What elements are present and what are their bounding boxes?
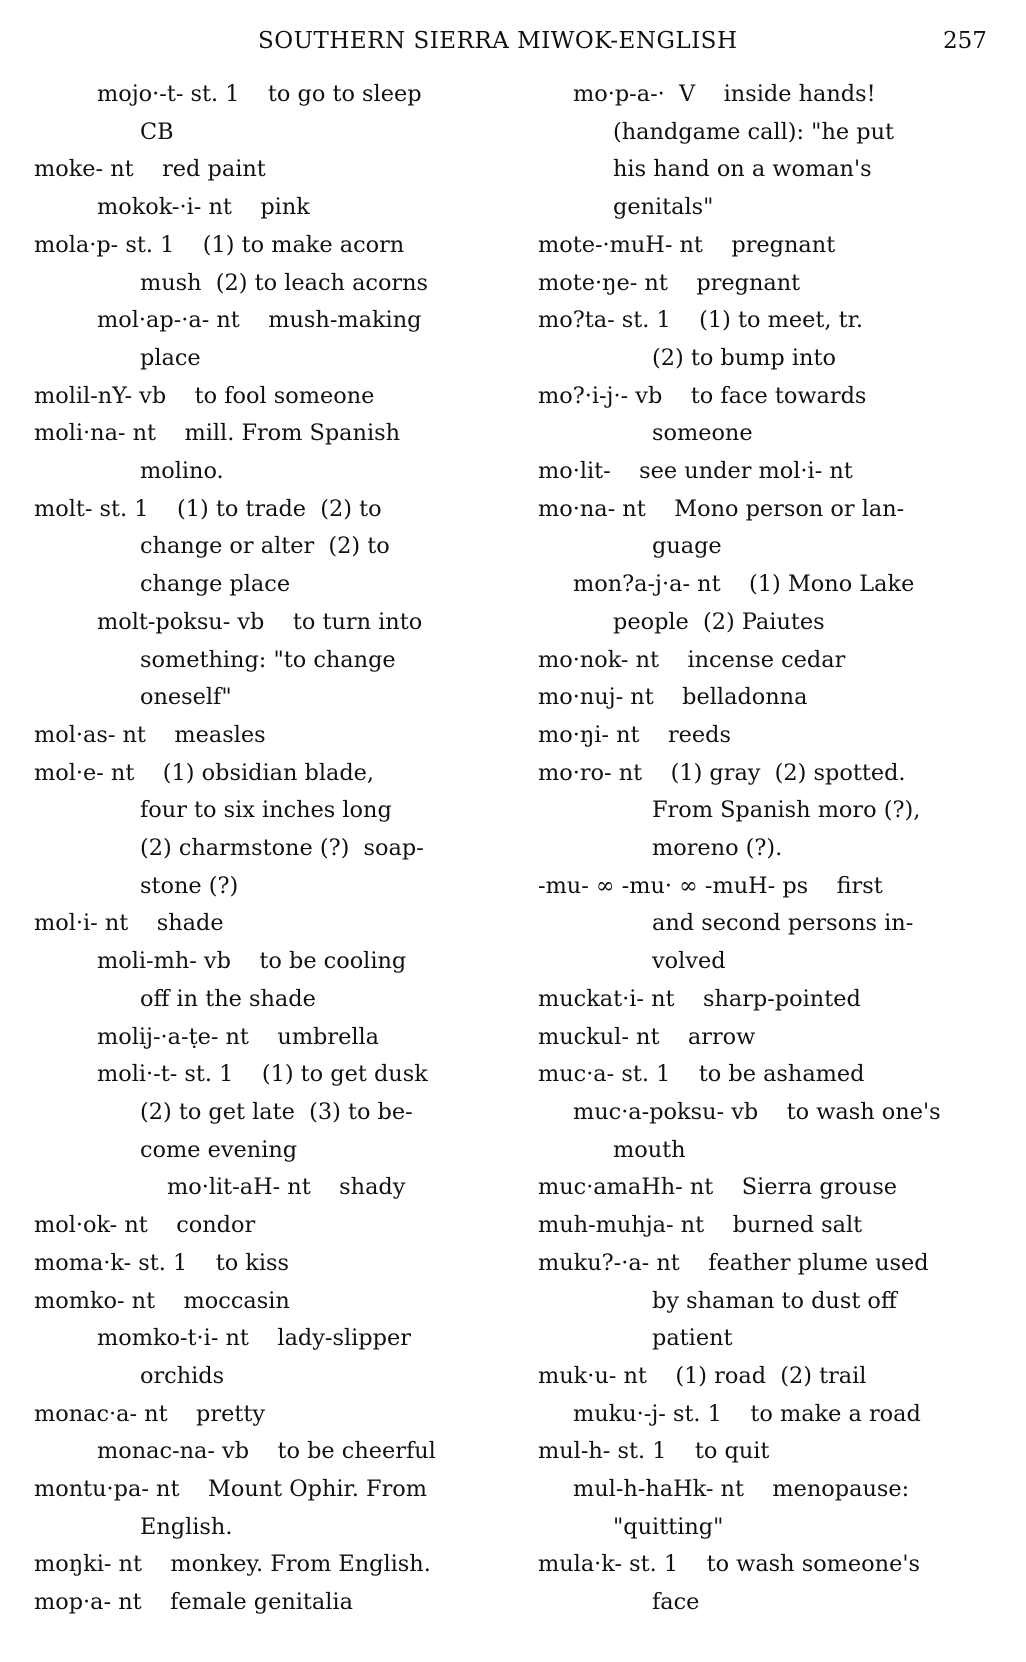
entry-headline: mo?ta- st. 1 (1) to meet, tr. [538,307,863,334]
dictionary-entry [34,943,502,1018]
entry-continuation: genitals" [613,194,714,221]
dictionary-entry [538,1546,1008,1621]
entry-continuation: his hand on a woman's [613,156,872,183]
dictionary-entry [538,453,1008,491]
dictionary-entry [538,1169,1008,1207]
dictionary-entry [34,151,502,189]
page-number: 257 [943,28,987,54]
entry-headline: molil-nY- vb to fool someone [34,382,375,409]
entry-headline: molt-poksu- vb to turn into [97,608,423,635]
entry-continuation: orchids [140,1362,225,1389]
entry-headline: mop·a- nt female genitalia [34,1589,353,1616]
left-column [34,76,502,1622]
dictionary-entry [34,378,502,416]
entry-headline: muckul- nt arrow [538,1023,756,1050]
dictionary-entry [538,265,1008,303]
dictionary-entry [34,227,502,302]
entry-headline: muc·a- st. 1 to be ashamed [538,1061,865,1088]
entry-continuation: English. [140,1513,233,1540]
entry-headline: mul-h-haHk- nt menopause: [573,1476,910,1503]
entry-headline: moke- nt red paint [34,156,266,183]
entry-headline: muku?-·a- nt feather plume used [538,1249,929,1276]
entry-headline: mo·nuj- nt belladonna [538,684,808,711]
entry-headline: muku·-j- st. 1 to make a road [573,1400,921,1427]
entry-headline: mote-·muH- nt pregnant [538,231,836,258]
entry-headline: moli-mh- vb to be cooling [97,948,407,975]
dictionary-entry [538,1396,1008,1434]
dictionary-entry [34,1245,502,1283]
entry-continuation: guage [652,533,722,560]
entry-continuation: oneself" [140,684,232,711]
entry-headline: muh-muhja- nt burned salt [538,1212,863,1239]
entry-headline: mula·k- st. 1 to wash someone's [538,1551,920,1578]
dictionary-entry [34,1546,502,1584]
entry-continuation: someone [652,420,753,447]
entry-headline: mo·ro- nt (1) gray (2) spotted. [538,759,906,786]
entry-continuation: (2) charmstone (?) soap- [140,835,424,862]
entry-headline: mo·nok- nt incense cedar [538,646,846,673]
entry-headline: mo·p-a-· V inside hands! [573,81,876,107]
entry-headline: mo?·i-j·- vb to face towards [538,382,867,409]
entry-continuation: come evening [140,1136,298,1163]
dictionary-entry [34,1169,502,1207]
entry-continuation: people (2) Paiutes [613,608,825,635]
dictionary-entry [538,1094,1008,1169]
dictionary-entry [34,755,502,906]
entry-headline: molij-·a-ṭe- nt umbrella [97,1023,380,1050]
dictionary-entry [538,1358,1008,1396]
dictionary-entry [538,1433,1008,1471]
entry-headline: mo·ŋi- nt reeds [538,721,732,748]
dictionary-entry [34,415,502,490]
dictionary-entry [538,981,1008,1019]
entry-headline: muckat·i- nt sharp-pointed [538,985,861,1012]
entry-continuation: moreno (?). [652,835,783,862]
entry-headline: mol·as- nt measles [34,721,266,748]
entry-headline: mokok-·i- nt pink [97,194,310,221]
entry-continuation: face [652,1589,700,1616]
entry-headline: muc·amaHh- nt Sierra grouse [538,1174,898,1201]
dictionary-entry [538,679,1008,717]
entry-headline: -mu- ∞ -mu· ∞ -muH- ps first [538,872,883,899]
entry-continuation: mouth [613,1136,686,1163]
dictionary-entry [34,302,502,377]
entry-continuation: (handgame call): "he put [613,118,894,145]
entry-continuation: stone (?) [140,872,239,899]
entry-headline: mon?a-j·a- nt (1) Mono Lake [573,571,915,598]
dictionary-entry [538,76,1008,227]
entry-headline: mote·ŋe- nt pregnant [538,269,801,296]
entry-headline: molt- st. 1 (1) to trade (2) to [34,495,382,522]
dictionary-entry [538,717,1008,755]
entry-continuation: change place [140,571,291,598]
entry-continuation: and second persons in- [652,910,914,937]
dictionary-entry [34,1320,502,1395]
running-title: SOUTHERN SIERRA MIWOK-ENGLISH [258,28,738,54]
entry-continuation: something: "to change [140,646,396,673]
entry-continuation: "quitting" [613,1513,724,1540]
dictionary-entry [34,604,502,717]
dictionary-entry [34,76,502,151]
entry-headline: mul-h- st. 1 to quit [538,1438,770,1465]
entry-continuation: From Spanish moro (?), [652,797,921,824]
entry-continuation: (2) to get late (3) to be- [140,1098,413,1125]
dictionary-entry [34,1019,502,1057]
dictionary-entry [34,1471,502,1546]
dictionary-entry [538,868,1008,981]
right-column [538,76,1008,1622]
entry-headline: moma·k- st. 1 to kiss [34,1249,290,1276]
dictionary-entry [538,1471,1008,1546]
entry-headline: mol·e- nt (1) obsidian blade, [34,759,375,786]
entry-headline: moli·na- nt mill. From Spanish [34,420,401,447]
dictionary-entry [538,227,1008,265]
entry-headline: mo·lit-aH- nt shady [167,1174,406,1201]
entry-continuation: CB [140,118,174,145]
dictionary-entry [34,905,502,943]
entry-headline: momko- nt moccasin [34,1287,290,1314]
entry-headline: mo·lit- see under mol·i- nt [538,458,853,485]
dictionary-entry [538,1207,1008,1245]
entry-continuation: patient [652,1325,733,1352]
dictionary-entry [538,1019,1008,1057]
entry-headline: mol·ok- nt condor [34,1212,256,1239]
entry-headline: monac·a- nt pretty [34,1400,265,1427]
entry-headline: moli·-t- st. 1 (1) to get dusk [97,1061,428,1088]
entry-continuation: by shaman to dust off [652,1287,897,1314]
entry-continuation: off in the shade [140,985,316,1012]
dictionary-entry [538,566,1008,641]
entry-continuation: volved [652,948,726,975]
entry-continuation: four to six inches long [140,797,392,824]
dictionary-entry [538,642,1008,680]
dictionary-entry [34,189,502,227]
dictionary-entry [538,378,1008,453]
dictionary-entry [34,491,502,604]
dictionary-entry [538,1056,1008,1094]
entry-headline: monac-na- vb to be cheerful [97,1438,436,1465]
entry-headline: mojo·-t- st. 1 to go to sleep [97,81,422,107]
dictionary-entry [34,1396,502,1434]
dictionary-entry [538,491,1008,566]
dictionary-entry [34,1584,502,1622]
page-header [0,24,1026,64]
entry-headline: mol·ap-·a- nt mush-making [97,307,422,334]
dictionary-entry [34,717,502,755]
entry-headline: muc·a-poksu- vb to wash one's [573,1098,941,1125]
entry-continuation: mush (2) to leach acorns [140,269,429,296]
entry-headline: moŋki- nt monkey. From English. [34,1551,431,1578]
entry-headline: momko-t·i- nt lady-slipper [97,1325,411,1352]
dictionary-entry [34,1056,502,1169]
entry-headline: muk·u- nt (1) road (2) trail [538,1362,867,1389]
entry-continuation: place [140,344,201,371]
dictionary-entry [34,1283,502,1321]
entry-headline: mola·p- st. 1 (1) to make acorn [34,231,405,258]
entry-continuation: change or alter (2) to [140,533,390,560]
entry-continuation: (2) to bump into [652,344,836,371]
entry-headline: mol·i- nt shade [34,910,224,937]
dictionary-entry [538,755,1008,868]
entry-headline: montu·pa- nt Mount Ophir. From [34,1476,427,1503]
dictionary-entry [538,1245,1008,1358]
dictionary-entry [538,302,1008,377]
entry-headline: mo·na- nt Mono person or lan- [538,495,905,522]
entry-continuation: molino. [140,458,224,485]
dictionary-entry [34,1207,502,1245]
dictionary-entry [34,1433,502,1471]
